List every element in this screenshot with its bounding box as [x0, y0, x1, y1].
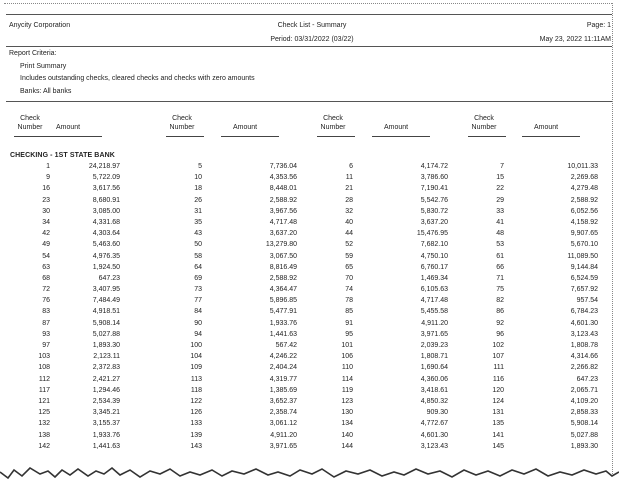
table-row [0, 174, 619, 185]
criteria-line: Print Summary [20, 62, 67, 70]
check-number: 65 [345, 263, 353, 271]
check-number: 109 [190, 364, 202, 372]
check-number: 121 [38, 397, 50, 405]
criteria-line: Includes outstanding checks, cleared checks and checks with zero amounts [20, 75, 255, 82]
check-amount: 3,061.12 [269, 420, 297, 428]
check-amount: 3,155.37 [92, 420, 120, 428]
check-amount: 4,850.32 [420, 397, 448, 405]
check-amount: 2,065.71 [570, 386, 598, 394]
table-row [0, 387, 619, 398]
check-number: 48 [496, 230, 504, 238]
check-amount: 6,052.56 [570, 207, 598, 215]
check-amount: 4,303.64 [92, 230, 120, 238]
check-amount: 957.54 [576, 297, 598, 305]
check-amount: 4,174.72 [420, 163, 448, 170]
check-number: 112 [38, 375, 50, 383]
check-number: 68 [42, 274, 50, 282]
check-number: 125 [38, 409, 50, 417]
check-number: 96 [496, 330, 504, 338]
table-row [0, 286, 619, 297]
check-amount: 4,246.22 [269, 353, 297, 361]
amount-header-underline [44, 136, 102, 137]
table-row [0, 253, 619, 264]
table-row [0, 185, 619, 196]
check-amount: 2,266.82 [570, 364, 598, 372]
check-amount: 1,294.46 [92, 386, 120, 394]
check-number: 22 [496, 185, 504, 193]
check-amount: 10,011.33 [567, 163, 598, 170]
check-amount: 7,682.10 [420, 241, 448, 249]
page-number: Page: 1 [586, 22, 611, 29]
check-amount: 3,418.61 [420, 386, 448, 394]
check-number: 26 [194, 196, 202, 204]
check-amount: 5,027.88 [570, 431, 598, 439]
check-number: 53 [496, 241, 504, 249]
check-number: 21 [345, 185, 353, 193]
check-amount: 7,736.04 [269, 163, 297, 170]
check-number: 77 [194, 297, 202, 305]
check-amount: 11,089.50 [567, 252, 598, 260]
table-row [0, 376, 619, 387]
check-number: 6 [349, 163, 353, 170]
check-amount: 5,542.76 [420, 196, 448, 204]
check-number: 11 [345, 174, 353, 182]
check-amount: 3,067.50 [269, 252, 297, 260]
check-number: 69 [194, 274, 202, 282]
check-number: 10 [194, 174, 202, 182]
check-number: 95 [345, 330, 353, 338]
check-number: 122 [190, 397, 202, 405]
table-row [0, 364, 619, 375]
check-amount: 5,908.14 [92, 319, 120, 327]
check-number: 104 [190, 353, 202, 361]
amount-header-label: Amount [56, 124, 81, 131]
check-amount: 1,933.76 [269, 319, 297, 327]
table-row [0, 432, 619, 443]
check-number: 120 [492, 386, 504, 394]
check-amount: 5,455.58 [420, 308, 448, 316]
table-row [0, 320, 619, 331]
check-amount: 5,670.10 [570, 241, 598, 249]
check-amount: 1,808.71 [420, 353, 448, 361]
check-amount: 6,524.59 [570, 274, 598, 282]
check-amount: 9,907.65 [570, 230, 598, 238]
amount-header-label: Amount [384, 124, 409, 131]
check-amount: 1,893.30 [570, 442, 598, 450]
check-amount: 1,808.78 [570, 342, 598, 349]
check-amount: 5,027.88 [92, 330, 120, 338]
check-amount: 5,463.60 [92, 241, 120, 249]
check-number: 101 [341, 342, 353, 349]
check-number: 64 [194, 263, 202, 271]
check-amount: 4,601.30 [570, 319, 598, 327]
table-row [0, 297, 619, 308]
check-number: 110 [341, 364, 353, 372]
check-number: 135 [492, 420, 504, 428]
check-number: 84 [194, 308, 202, 316]
table-row [0, 197, 619, 208]
check-number: 72 [42, 286, 50, 294]
check-header-underline [468, 136, 506, 137]
check-number: 15 [496, 174, 504, 182]
check-number: 54 [42, 252, 50, 260]
criteria-label: Report Criteria: [9, 50, 57, 57]
check-amount: 8,680.91 [92, 196, 120, 204]
check-header-line1: Check [323, 115, 343, 122]
check-amount: 4,319.77 [269, 375, 297, 383]
check-number: 42 [42, 230, 50, 238]
criteria-line: Banks: All banks [20, 87, 72, 95]
check-number: 97 [42, 342, 50, 349]
check-amount: 2,039.23 [420, 342, 448, 349]
check-number: 114 [341, 375, 353, 383]
check-amount: 2,123.11 [93, 353, 120, 361]
check-number: 131 [492, 409, 504, 417]
report-title: Check List - Summary [277, 22, 347, 29]
table-row [0, 275, 619, 286]
check-amount: 2,588.92 [269, 196, 297, 204]
check-amount: 3,407.95 [92, 286, 120, 294]
table-row [0, 398, 619, 409]
check-amount: 5,477.91 [269, 308, 297, 316]
check-number: 70 [345, 274, 353, 282]
table-row [0, 443, 619, 454]
header-bottom-rule [6, 46, 612, 47]
check-number: 50 [194, 241, 202, 249]
check-amount: 1,441.63 [269, 330, 297, 338]
check-number: 31 [194, 207, 202, 215]
check-number: 52 [345, 241, 353, 249]
check-number: 16 [42, 185, 50, 193]
check-amount: 1,469.34 [420, 274, 448, 282]
check-amount: 647.23 [98, 274, 120, 282]
table-row [0, 353, 619, 364]
check-header-line1: Check [20, 115, 40, 122]
check-amount: 2,269.68 [570, 174, 598, 182]
check-number: 28 [345, 196, 353, 204]
check-number: 35 [194, 218, 202, 226]
check-number: 34 [42, 218, 50, 226]
criteria-bottom-rule [6, 101, 612, 102]
check-number: 9 [46, 174, 50, 182]
check-amount: 2,534.39 [92, 397, 120, 405]
check-number: 49 [42, 241, 50, 249]
check-amount: 909.30 [426, 409, 448, 417]
check-number: 30 [42, 207, 50, 215]
check-amount: 3,123.43 [570, 330, 598, 338]
table-row [0, 264, 619, 275]
check-number: 113 [190, 375, 202, 383]
check-amount: 2,588.92 [570, 196, 598, 204]
check-number: 119 [341, 386, 353, 394]
check-number: 144 [341, 442, 353, 450]
check-amount: 4,911.20 [270, 431, 297, 439]
table-row [0, 331, 619, 342]
check-amount: 4,364.47 [269, 286, 297, 294]
check-header-line2: Number [320, 124, 346, 131]
check-number: 32 [345, 207, 353, 215]
check-number: 111 [493, 364, 504, 372]
check-number: 86 [496, 308, 504, 316]
report-period: Period: 03/31/2022 (03/22) [270, 36, 354, 43]
check-amount: 8,448.01 [269, 185, 297, 193]
check-number: 94 [194, 330, 202, 338]
check-amount: 4,918.51 [92, 308, 120, 316]
check-number: 93 [42, 330, 50, 338]
check-number: 133 [190, 420, 202, 428]
check-amount: 9,144.84 [570, 263, 598, 271]
check-number: 41 [496, 218, 504, 226]
check-amount: 4,717.48 [269, 218, 297, 226]
check-amount: 4,158.92 [570, 218, 598, 226]
check-amount: 3,637.20 [269, 230, 297, 238]
check-number: 142 [38, 442, 50, 450]
check-header-line2: Number [17, 124, 43, 131]
check-list-table [0, 163, 619, 454]
check-amount: 2,858.33 [570, 409, 598, 417]
check-amount: 7,190.41 [420, 185, 448, 193]
amount-header-underline [522, 136, 580, 137]
torn-edge [0, 462, 619, 496]
check-number: 29 [496, 196, 504, 204]
check-amount: 3,617.56 [92, 185, 120, 193]
check-amount: 1,385.69 [269, 386, 297, 394]
table-row [0, 163, 619, 174]
check-number: 44 [345, 230, 353, 238]
check-number: 100 [190, 342, 202, 349]
check-number: 58 [194, 252, 202, 260]
check-amount: 5,722.09 [92, 174, 120, 182]
table-row [0, 409, 619, 420]
check-amount: 2,404.24 [269, 364, 297, 372]
check-amount: 7,657.92 [570, 286, 598, 294]
report-criteria [9, 48, 255, 98]
check-header-underline [166, 136, 204, 137]
check-number: 117 [38, 386, 50, 394]
check-amount: 1,690.64 [420, 364, 448, 372]
check-header-underline [317, 136, 355, 137]
check-number: 92 [496, 319, 504, 327]
check-header-line2: Number [169, 124, 195, 131]
check-number: 66 [496, 263, 504, 271]
table-row [0, 241, 619, 252]
header-top-rule [6, 14, 612, 15]
report-datetime: May 23, 2022 11:11AM [539, 36, 611, 43]
check-amount: 3,971.65 [420, 330, 448, 338]
check-number: 90 [194, 319, 202, 327]
check-number: 139 [190, 431, 202, 439]
check-number: 76 [42, 297, 50, 305]
check-amount: 4,314.66 [570, 353, 598, 361]
check-number: 116 [492, 375, 504, 383]
check-number: 7 [500, 163, 504, 170]
check-number: 1 [46, 163, 50, 170]
check-number: 126 [190, 409, 202, 417]
check-amount: 2,372.83 [92, 364, 120, 372]
check-number: 108 [38, 364, 50, 372]
check-amount: 3,637.20 [420, 218, 448, 226]
check-amount: 1,441.63 [92, 442, 120, 450]
check-number: 59 [345, 252, 353, 260]
check-header-line2: Number [471, 124, 497, 131]
check-amount: 647.23 [576, 375, 598, 383]
check-amount: 567.42 [275, 342, 297, 349]
amount-header-label: Amount [233, 124, 258, 131]
check-amount: 6,105.63 [420, 286, 448, 294]
table-row [0, 420, 619, 431]
check-number: 74 [345, 286, 353, 294]
check-number: 118 [190, 386, 202, 394]
check-amount: 3,345.21 [92, 409, 120, 417]
check-amount: 3,786.60 [420, 174, 448, 182]
check-amount: 4,717.48 [420, 297, 448, 305]
amount-header-label: Amount [534, 124, 559, 131]
check-number: 83 [42, 308, 50, 316]
check-number: 134 [341, 420, 353, 428]
check-amount: 3,971.65 [269, 442, 297, 450]
check-amount: 4,279.48 [570, 185, 598, 193]
check-amount: 4,976.35 [92, 252, 120, 260]
check-number: 145 [492, 442, 504, 450]
check-amount: 1,924.50 [92, 263, 120, 271]
check-number: 5 [198, 163, 202, 170]
check-amount: 1,893.30 [92, 342, 120, 349]
check-amount: 2,421.27 [92, 375, 120, 383]
page-border-top [4, 3, 612, 4]
check-number: 75 [496, 286, 504, 294]
check-number: 85 [345, 308, 353, 316]
check-number: 103 [38, 353, 50, 361]
check-number: 43 [194, 230, 202, 238]
check-amount: 13,279.80 [265, 241, 297, 249]
check-amount: 3,085.00 [92, 207, 120, 215]
check-amount: 4,750.10 [420, 252, 448, 260]
check-number: 123 [341, 397, 353, 405]
check-amount: 4,911.20 [421, 319, 448, 327]
check-header-line1: Check [172, 115, 192, 122]
table-row [0, 208, 619, 219]
check-amount: 4,109.20 [570, 397, 598, 405]
check-number: 141 [492, 431, 504, 439]
check-number: 106 [341, 353, 353, 361]
table-row [0, 219, 619, 230]
check-amount: 15,476.95 [416, 230, 448, 238]
check-number: 82 [496, 297, 504, 305]
check-amount: 3,652.37 [269, 397, 297, 405]
table-row [0, 342, 619, 353]
table-row [0, 308, 619, 319]
check-amount: 1,933.76 [92, 431, 120, 439]
check-amount: 5,896.85 [269, 297, 297, 305]
check-amount: 7,484.49 [92, 297, 120, 305]
check-number: 18 [194, 185, 202, 193]
check-header-line1: Check [474, 115, 494, 122]
table-row [0, 230, 619, 241]
check-number: 130 [341, 409, 353, 417]
check-number: 63 [42, 263, 50, 271]
check-number: 132 [38, 420, 50, 428]
check-amount: 2,588.92 [269, 274, 297, 282]
check-amount: 5,830.72 [420, 207, 448, 215]
check-number: 102 [492, 342, 504, 349]
check-number: 140 [341, 431, 353, 439]
check-amount: 5,908.14 [570, 420, 598, 428]
check-amount: 4,353.56 [269, 174, 297, 182]
check-amount: 8,816.49 [269, 263, 297, 271]
check-number: 40 [345, 218, 353, 226]
check-number: 124 [492, 397, 504, 405]
check-number: 107 [492, 353, 504, 361]
amount-header-underline [372, 136, 430, 137]
check-amount: 6,760.17 [420, 263, 448, 271]
company-name: Anycity Corporation [9, 22, 71, 29]
check-number: 61 [496, 252, 504, 260]
check-number: 138 [38, 431, 50, 439]
amount-header-underline [221, 136, 279, 137]
check-amount: 2,358.74 [269, 409, 297, 417]
check-amount: 4,772.67 [420, 420, 448, 428]
check-amount: 3,967.56 [269, 207, 297, 215]
check-number: 33 [496, 207, 504, 215]
check-amount: 4,360.06 [420, 375, 448, 383]
check-number: 78 [345, 297, 353, 305]
check-number: 73 [194, 286, 202, 294]
bank-section-title: CHECKING - 1ST STATE BANK [10, 152, 115, 159]
check-amount: 6,784.23 [570, 308, 598, 316]
check-number: 91 [345, 319, 353, 327]
check-amount: 24,218.97 [88, 163, 120, 170]
check-amount: 4,601.30 [420, 431, 448, 439]
check-number: 143 [190, 442, 202, 450]
check-number: 71 [496, 274, 504, 282]
check-amount: 3,123.43 [420, 442, 448, 450]
check-number: 23 [42, 196, 50, 204]
check-number: 87 [42, 319, 50, 327]
check-amount: 4,331.68 [92, 218, 120, 226]
